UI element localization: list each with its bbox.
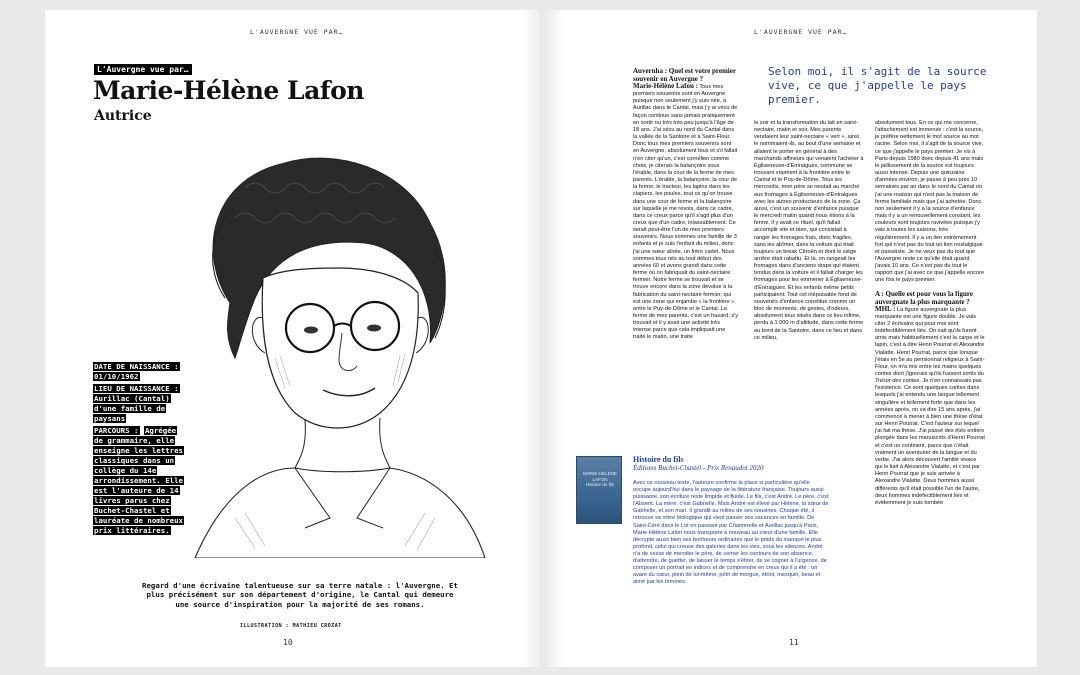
question-2: A : Quelle est pour vous la figure auvergnate la plus marquante ? xyxy=(875,289,973,306)
bio-birthdate xyxy=(93,362,185,382)
bio-birthdate-value: 01/10/1962 xyxy=(94,372,139,381)
interview-column-1 xyxy=(633,67,739,342)
question-1: Auvernha : Quel est votre premier souvenir en Auvergne ? xyxy=(633,67,736,83)
bio-career-value: Agrégée de grammaire, elle enseigne les lettres classiques dans un collège du 14e arrondissement. Elle est l'auteure de 14 livres parus chez Buchet-Chastel et lauréate de nombreux prix littéraires. xyxy=(94,426,183,535)
answer-1-continued: absolument tous. En ce qui me concerne, l'attachement est immense : c'est la source, je préfère nettement le mot source au mot racine. Selon moi, il s'agit de la source vive, ce que j'appelle le pays premier. Je vis à Paris depuis 1980 donc depuis 41 ans mais le jaillissement de la source est toujours aussi intense. Depuis une quinzaine d'années environ, je passe à peu près 10 semaines par an dans le nord du Cantal où j'ai une maison qui n'est pas la maison de ferme familiale mais que j'ai achetée. Donc non seulement il y a la source d'enfance mais il y a un renouvellement constant, les couleurs sont toujours ravivées puisque j'y vais à toutes les saisons, très régulièrement. Il y a un lien extrêmement fort qui n'est pas du tout un lien nostalgique et passéiste. Je ne veux pas du tout que l'Auvergne reste ce qu'elle était quand j'avais 10 ans. Ce n'est pas du tout le rapport que j'ai avec ce que j'appelle encore une fois le pays premier. xyxy=(875,120,985,284)
answer-2-text: La figure auvergnate la plus marquante est une figure double. Je vais citer 2 écrivains qui pour moi sont indéfectiblement liés. On sait qu'ils furent amis mais habituellement c'est la carpe et le lapin, c'est à dire Henri Pourrat et Alexandre Vialatte. Henri Pourrat, parce que lorsque j'étais en 5e au pensionnat religieux à Saint-Flour, on m'a mis entre les mains quelques contes dont j'ignorais qu'ils fussent sortis du xyxy=(875,306,985,377)
interview-column-2: le soir et la transformation du lait en saint-nectaire, matin et soir. Mes parents vendaient leur saint-nectaire « vert », ainsi le nommaient-ils, au bout d'une semaine et allaient le porter en général à des marchands affineurs qui venaient l'acheter à Égliseneuve-d'Entraigues, commune se trouvant vraiment à la frontière entre le Cantal et le Puy-de-Dôme. Tous les mercredis, mon père se rendait au marché aux fromages à Égliseneuve-d'Entraigues avec les autres producteurs de la zone. Ça aussi, c'est un souvenir d'enfance puisque le mercredi matin quand nous étions à la ferme, il y avait ce rituel, qu'il fallait accomplir vite et bien, qui consistait à ranger les fromages frais, donc fragiles, sans les abîmer, dans la voiture qui était toujours un break Citroën et dont le siège arrière était rabattu. Et là, on rangeait les fromages dans d'anciens draps qui étaient tendus dans la voiture et il fallait charger les fromages pour les emmener à Égliseneuve-d'Entraigues. Et les enfants même petits participaient. Tout cet inépuisable fond de souvenirs d'enfance constitue comme un bloc de moments, de gestes, d'odeurs, absolument tous situés dans ce lieu infime, perdu à 1 000 m d'altitude, dans cette ferme au bord de la Santoire, dans ce lieu et dans ce milieu, xyxy=(754,120,864,341)
book-cover-image xyxy=(576,456,622,524)
bio-birthplace-label: LIEU DE NAISSANCE : xyxy=(94,384,179,393)
left-page xyxy=(45,10,540,667)
intro-caption: Regard d'une écrivaine talentueuse sur sa terre natale : l'Auvergne. Et plus précisément sur son département d'origine, le Cantal qui demeure une source d'inspiration pour la majorité de ses romans. xyxy=(142,581,458,609)
answer-2-speaker: MHL : xyxy=(875,304,896,313)
book-title: Histoire du fils xyxy=(633,455,684,464)
interview-column-3 xyxy=(875,120,985,507)
bio-birthdate-label: DATE DE NAISSANCE : xyxy=(94,362,179,371)
book-cover-author: MARIE-HÉLÈNE LAFON xyxy=(583,471,617,482)
bio-birthplace xyxy=(93,384,185,424)
page-title: Marie-Hélène Lafon xyxy=(93,76,364,105)
book-cover-title: Histoire du fils xyxy=(585,482,615,487)
book-review: Avec ce nouveau texte, l'auteure confirme la place si particulière qu'elle occupe aujourd'hui dans le paysage de la littérature française. Toujours aussi puissante, son écriture reste limpide et fluide. Le fils, c'est André. Le père, c'est l'Absent. La mère, c'est Gabrielle. Mais André est élevé par Hélène, la sœur de Gabrielle, et son mari. Il grandit au milieu de ses cousines. Chaque été, il retrouve sa mère biologique qui vient passer ses vacances en famille. De Saint-Céré dans le Lot en passant par Chanterelle et Aurillac jusqu'à Paris, Marie-Hélène Lafon nous transporte à nouveau au cœur d'une famille. Elle décrypte aussi bien ses bonheurs ordinaires que le poids du manque le plus profond, celui qui creuse des galeries dans les vies, sous les silences. André n'a de cesse de mendier le père, de cerner les contours de son absence, d'attendre, de guetter, de laisser le temps s'étirer, de se cogner à l'urgence, de composer un portrait en indices et de comprendre en creux qui il a été : un avare du cœur, plein de lui-même, pétri de morgue, étroit, mesquin, beau et aimé par les femmes. xyxy=(633,480,829,586)
running-head-left: L'AUVERGNE VUE PAR… xyxy=(250,28,344,36)
bio-career-label: PARCOURS : xyxy=(94,426,139,435)
bio-career xyxy=(93,426,185,536)
answer-2-text-end: . Je n'en connaissais pas l'existence. Ce sont quelques contes dans lesquels j'ai entendu une langue tellement singulière et tellement forte que dans les années après, on va dire 15 ans après, j'ai commencé à mener à bien une thèse d'état sur Henri Pourrat. C'est l'auteur sur lequel j'ai fait ma thèse. J'ai passé des étés entiers plongée dans les manuscrits d'Henri Pourrat et c'est un continent, parce que c'était vraiment un aventurier de la langue et du verbe. J'ai alors découvert l'amitié vivace qui le liait à Alexandre Vialatte, et c'est par Henri Pourrat que je suis arrivée à Alexandre Vialatte. Deux hommes aussi différents qu'il était possible l'un de l'autre, deux hommes indéfectiblement liés et évidemment je suis tombée xyxy=(875,378,985,506)
right-page xyxy=(540,10,1037,667)
illustration-credit: ILLUSTRATION : MATHIEU CROZAT xyxy=(240,623,342,629)
bio-birthplace-value: Aurillac (Cantal) d'une famille de paysans xyxy=(94,394,170,423)
page-number-right: 11 xyxy=(789,638,799,647)
book-title-italic: Trésor des contes xyxy=(875,378,920,385)
answer-1-speaker: Marie-Hélène Lafon : xyxy=(633,82,698,90)
kicker: L'Auvergne vue par… xyxy=(94,64,192,75)
answer-1-text: Tous mes premiers souvenirs sont en Auvergne puisque non seulement j'y suis née, à Aurillac dans le Cantal, mais j'y ai vécu de façon continue sans jamais pratiquement en sortir ou très très peu jusqu'à l'âge de 18 ans. J'ai vécu au nord du Cantal dans la vallée de la Santoire et à Saint-Flour. Donc tous mes premiers souvenirs sont en Auvergne, absolument tous et s'il fallait n'en citer qu'un, c'est cornélien comme choix, je citerais la balançoire sous l'érable, dans la cour de la ferme de mes parents. L'érable, la balançoire, la cour de la ferme, le tracteur, les lapins dans les clapiers, les poules, tout ce qu'on trouve dans une cour de ferme et la balançoire sur laquelle je me revois, dans ce cadre, dans ce creux parce qu'il s'agit plus d'un creux que d'un cadre, inlassablement. Ce serait peut-être l'un de mes premiers souvenirs. Nous sommes une famille de 3 enfants et je suis l'enfant du milieu, donc j'ai une sœur aînée, un frère cadet. Nous sommes tous nés au tout début des années 60 et avons grandi dans cette ferme où on fabriquait du saint-nectaire fermier. Notre ferme se trouvait et se trouve encore dans la zone dévolue à la fabrication du saint-nectaire fermier, qui est une zone qui enjambe « la frontière » entre le Puy-de-Dôme et le Cantal. La ferme de mes parents, c'est un hasard, s'y trouvait et il y avait une activité très intense parce que cela impliquait une traite le matin, une traite xyxy=(633,84,739,341)
portrait-illustration xyxy=(135,128,495,558)
running-head-right: L'AUVERGNE VUE PAR… xyxy=(754,28,848,36)
book-publisher: Éditions Buchet-Chastel - Prix Renaudot 2020 xyxy=(633,464,764,472)
page-number-left: 10 xyxy=(283,638,293,647)
pull-quote: Selon moi, il s'agit de la source vive, ce que j'appelle le pays premier. xyxy=(768,65,987,106)
page-subtitle: Autrice xyxy=(94,108,152,124)
bio-box xyxy=(93,362,185,538)
